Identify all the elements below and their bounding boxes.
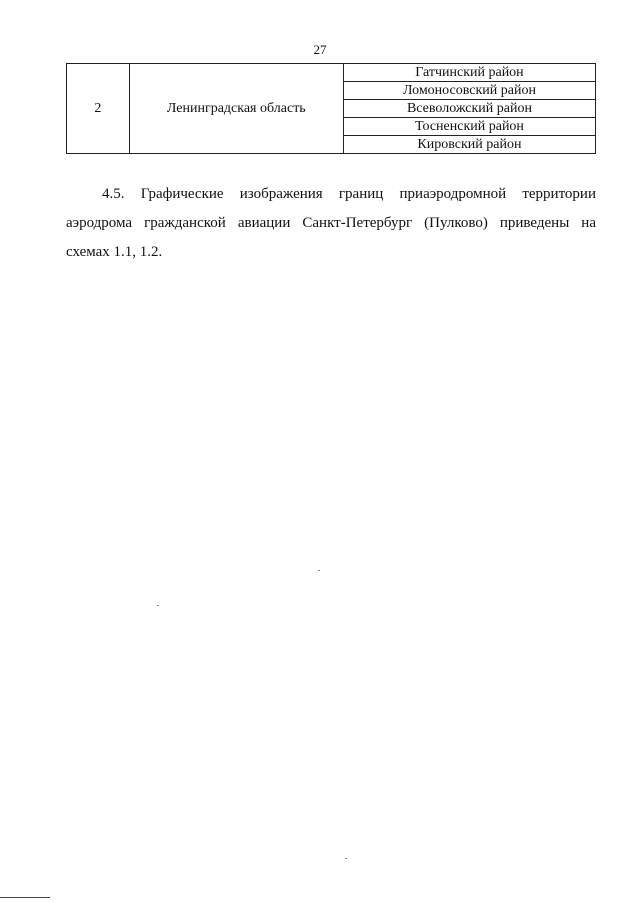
district-cell: Всеволожский район [343,100,595,118]
districts-table [66,63,596,154]
paragraph-line: схемах 1.1, 1.2. [66,244,163,260]
scan-speck [318,570,320,571]
paragraph-line: аэродрома гражданской авиации Санкт-Петербург (Пулково) приведены на [66,215,596,231]
district-cell: Ломоносовский район [343,82,595,100]
scan-speck [345,858,347,859]
district-cell: Гатчинский район [343,64,595,82]
scan-speck [157,605,159,606]
district-cell: Кировский район [343,136,595,154]
table-row [67,64,596,82]
paragraph-4-5 [66,180,596,267]
paragraph-line: 4.5. Графические изображения границ приаэродромной территории [102,186,596,202]
district-cell: Тосненский район [343,118,595,136]
scan-edge-line [0,897,50,898]
row-number-cell: 2 [67,64,130,154]
page-number: 27 [313,42,327,57]
region-cell: Ленинградская область [129,64,343,154]
